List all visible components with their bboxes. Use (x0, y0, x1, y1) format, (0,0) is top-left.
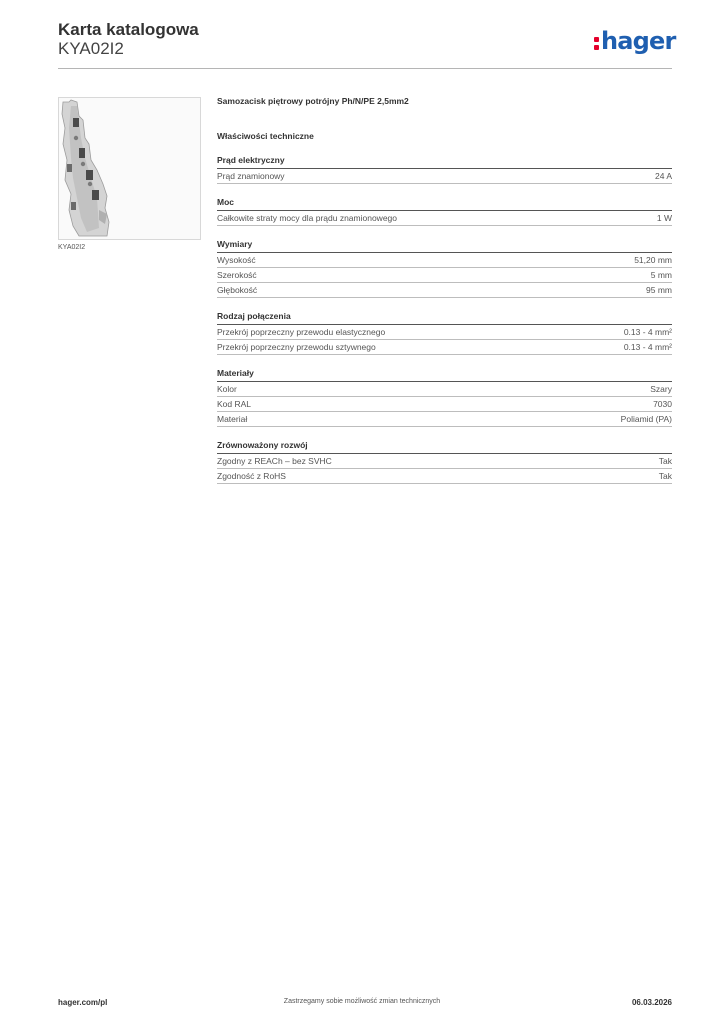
image-caption: KYA02I2 (58, 244, 86, 251)
product-details (217, 95, 672, 484)
group-title: Prąd elektryczny (217, 155, 672, 169)
property-value: Szary (650, 384, 672, 394)
property-value: 51,20 mm (634, 255, 672, 265)
property-label: Wysokość (217, 255, 256, 265)
group-title: Moc (217, 197, 672, 211)
din-rail-terminal-block-image (58, 97, 201, 240)
page-title: Karta katalogowa (58, 20, 199, 39)
property-label: Całkowite straty mocy dla prądu znamionowego (217, 213, 398, 223)
property-row (217, 340, 672, 355)
property-row (217, 283, 672, 298)
property-label: Materiał (217, 414, 248, 424)
group-title: Rodzaj połączenia (217, 311, 672, 325)
property-row (217, 454, 672, 469)
property-group-connection (217, 311, 672, 355)
hager-logo (594, 27, 676, 55)
property-value: 7030 (653, 399, 672, 409)
logo-dots-icon (594, 33, 599, 49)
property-group-power (217, 197, 672, 226)
property-label: Prąd znamionowy (217, 171, 285, 181)
property-value: 1 W (656, 213, 672, 223)
group-title: Wymiary (217, 239, 672, 253)
property-row (217, 382, 672, 397)
property-label: Zgodność z RoHS (217, 471, 286, 481)
technical-properties-heading: Właściwości techniczne (217, 131, 314, 141)
property-label: Kolor (217, 384, 237, 394)
property-label: Przekrój poprzeczny przewodu sztywnego (217, 342, 376, 352)
property-row (217, 412, 672, 427)
property-row (217, 325, 672, 340)
property-row (217, 169, 672, 184)
footer-disclaimer: Zastrzegamy sobie możliwość zmian technicznych (283, 998, 441, 1005)
product-code: KYA02I2 (58, 39, 124, 58)
property-value: 5 mm (650, 270, 672, 280)
property-value: Tak (658, 456, 672, 466)
property-label: Głębokość (217, 285, 258, 295)
group-title: Zrównoważony rozwój (217, 440, 672, 454)
property-value: 24 A (654, 171, 672, 181)
property-label: Zgodny z REACh – bez SVHC (217, 456, 332, 466)
footer-date: 06.03.2026 (631, 998, 672, 1007)
property-row (217, 469, 672, 484)
property-row (217, 397, 672, 412)
footer-website-link[interactable]: hager.com/pl (58, 998, 108, 1007)
property-row (217, 253, 672, 268)
property-value: Tak (658, 471, 672, 481)
product-description: Samozacisk piętrowy potrójny Ph/N/PE 2,5mm2 (217, 96, 409, 106)
property-group-dimensions (217, 239, 672, 298)
header-divider (58, 68, 672, 69)
property-label: Przekrój poprzeczny przewodu elastycznego (217, 327, 386, 337)
property-row (217, 211, 672, 226)
property-group-materials (217, 368, 672, 427)
property-group-sustainability (217, 440, 672, 484)
property-value: 0.13 - 4 mm² (623, 327, 672, 337)
logo-text: hager (601, 27, 676, 55)
property-row (217, 268, 672, 283)
property-value: Poliamid (PA) (620, 414, 672, 424)
property-value: 0.13 - 4 mm² (623, 342, 672, 352)
property-label: Szerokość (217, 270, 257, 280)
property-group-current (217, 155, 672, 184)
property-label: Kod RAL (217, 399, 252, 409)
property-value: 95 mm (646, 285, 672, 295)
group-title: Materiały (217, 368, 672, 382)
